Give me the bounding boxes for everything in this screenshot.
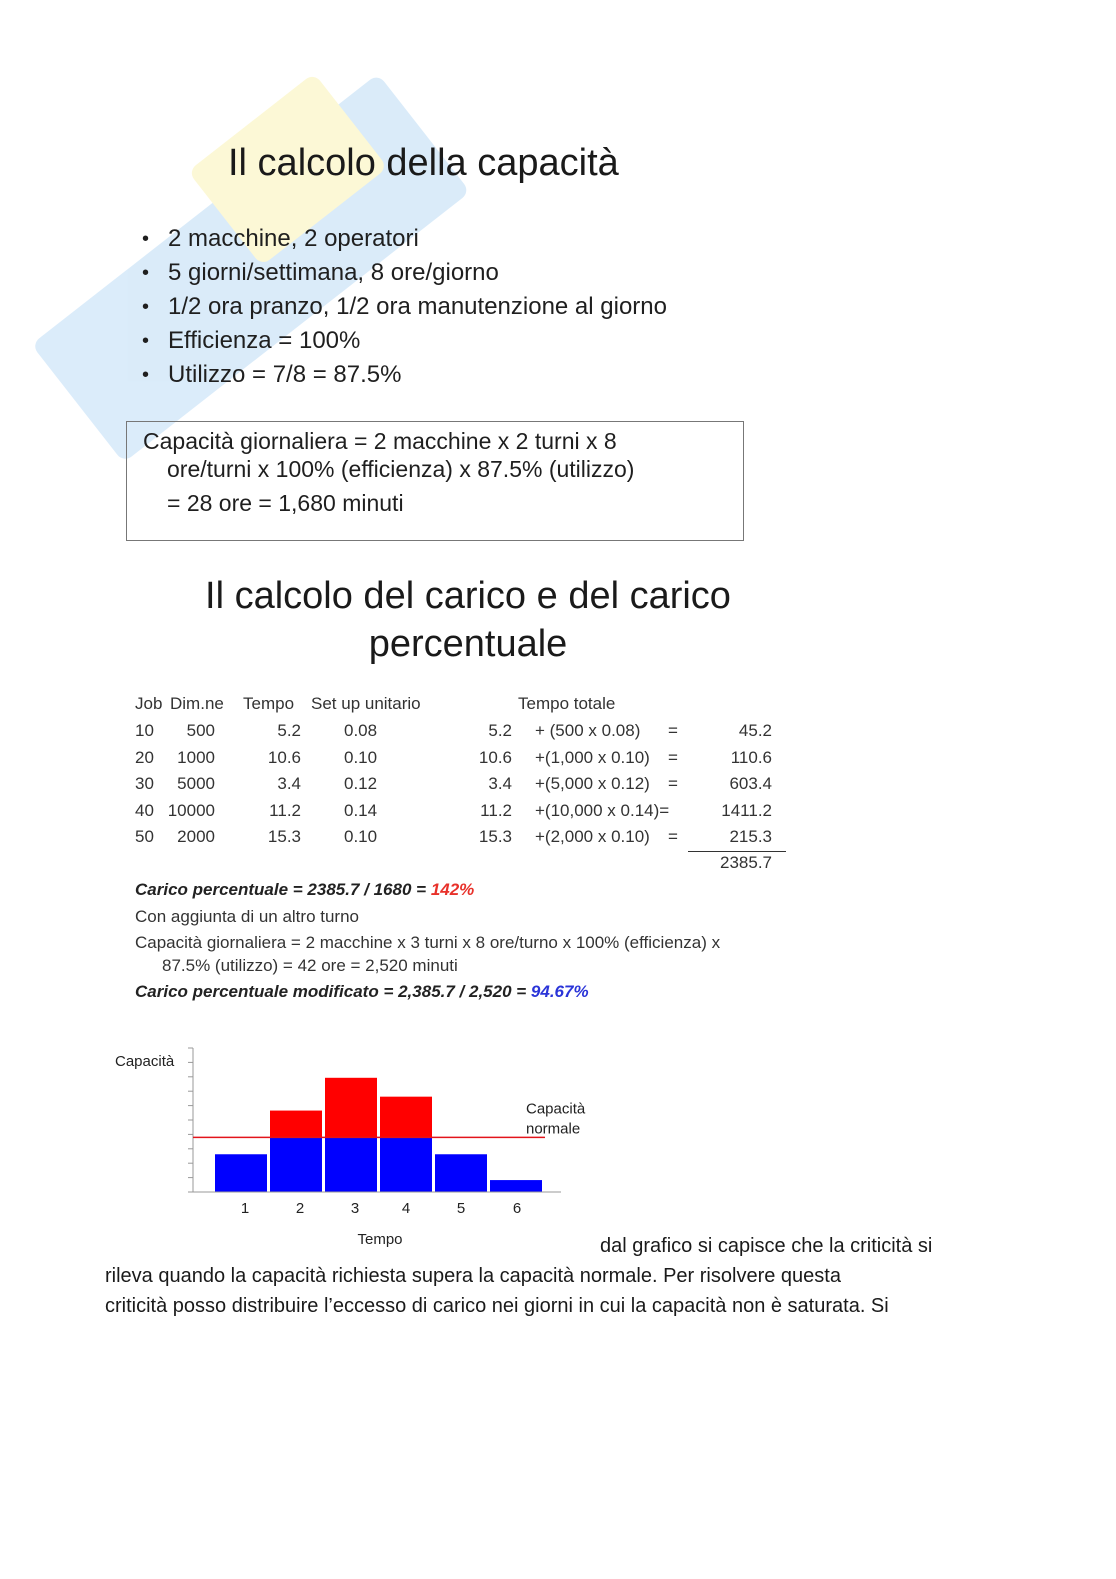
table-cell-setup: 0.14: [344, 800, 378, 820]
table-cell-total: 110.6: [730, 747, 772, 767]
table-cell-expr: +(1,000 x 0.10): [535, 747, 650, 767]
assumptions-list: [140, 222, 667, 392]
table-cell-total: 603.4: [729, 774, 772, 793]
table-cell-eq: =: [668, 827, 678, 846]
list-item: • 1/2 ora pranzo, 1/2 ora manutenzione al giorno: [140, 290, 667, 324]
table-cell-setup: 0.08: [344, 721, 378, 740]
y-axis-label: Capacità: [115, 1053, 175, 1070]
x-tick-label: 3: [350, 1200, 360, 1217]
table-cell-job: 30: [135, 774, 154, 793]
table-cell-eq: =: [668, 774, 678, 793]
bar-3-within-capacity: [325, 1137, 377, 1192]
table-cell-dim: 500: [186, 721, 215, 740]
bullet-icon: •: [142, 364, 150, 386]
capacity-title: Il calcolo della capacità: [228, 142, 619, 184]
bar-2-over-capacity: [270, 1111, 322, 1138]
table-cell-tempo: 10.6: [267, 747, 301, 767]
capacity-chart: [105, 1040, 605, 1250]
list-item: • 2 macchine, 2 operatori: [140, 222, 667, 256]
x-tick-label: 1: [240, 1200, 250, 1217]
bar-4-within-capacity: [380, 1137, 432, 1192]
x-tick-label: 5: [456, 1200, 466, 1217]
table-cell-setup: 0.10: [344, 827, 378, 846]
table-cell-job: 20: [135, 747, 154, 767]
x-tick-labels: [241, 1200, 521, 1217]
table-cell-total: 45.2: [738, 721, 772, 740]
table-cell-dim: 1000: [177, 747, 215, 767]
normal-capacity-label-1: Capacità: [526, 1100, 586, 1118]
capacity2-line-1: Capacità giornaliera = 2 macchine x 3 turni x 8 ore/turno x 100% (efficienza) x: [135, 933, 721, 952]
paragraph-line-1: dal grafico si capisce che la criticità si: [600, 1235, 933, 1257]
table-cell-tempo: 5.2: [277, 721, 301, 740]
table-cell-t: 5.2: [488, 721, 512, 740]
column-header-setup: Set up unitario: [311, 694, 421, 713]
capacity2-line-2: 87.5% (utilizzo) = 42 ore = 2,520 minuti: [162, 956, 458, 975]
load-percentage-value: 142%: [430, 880, 475, 899]
x-axis-label: Tempo: [357, 1231, 403, 1248]
table-cell-t: 15.3: [478, 827, 512, 846]
list-item: • Utilizzo = 7/8 = 87.5%: [140, 358, 667, 392]
paragraph-line-3: criticità posso distribuire l’eccesso di carico nei giorni in cui la capacità non è saturata. Si: [105, 1295, 889, 1317]
table-cell-tempo: 3.4: [277, 774, 301, 793]
bar-6-within-capacity: [490, 1180, 542, 1192]
bars-group: [215, 1078, 542, 1192]
sum-divider: [688, 851, 786, 852]
capacity-formula-box: [126, 421, 744, 541]
table-cell-total: 215.3: [729, 827, 772, 846]
formula-line-2: ore/turni x 100% (efficienza) x 87.5% (utilizzo): [167, 456, 635, 482]
bar-3-over-capacity: [325, 1078, 377, 1138]
table-cell-setup: 0.12: [344, 774, 378, 793]
table-cell-eq: =: [668, 747, 678, 767]
load-title-line-2: percentuale: [368, 623, 568, 665]
x-tick-label: 4: [401, 1200, 411, 1217]
x-tick-label: 6: [512, 1200, 522, 1217]
bullet-icon: •: [142, 228, 150, 250]
table-cell-tempo: 15.3: [267, 827, 301, 846]
paragraph-line-2: rileva quando la capacità richiesta supera la capacità normale. Per risolvere questa: [105, 1265, 841, 1287]
table-cell-dim: 2000: [177, 827, 215, 846]
column-header-dim: Dim.ne: [170, 694, 224, 713]
table-cell-setup: 0.10: [344, 747, 378, 767]
column-header-total: Tempo totale: [518, 694, 616, 713]
table-cell-t: 11.2: [480, 800, 512, 820]
table-cell-dim: 10000: [167, 800, 215, 820]
table-cell-eq: =: [668, 721, 678, 740]
load-title-line-1: Il calcolo del carico e del carico: [205, 575, 731, 617]
grand-total: 2385.7: [720, 853, 772, 872]
bullet-icon: •: [142, 296, 150, 318]
normal-capacity-label-2: normale: [526, 1120, 581, 1138]
load-percentage: Carico percentuale = 2385.7 / 1680 = 142%: [135, 880, 475, 899]
bullet-icon: •: [142, 262, 150, 284]
column-header-job: Job: [135, 694, 163, 713]
table-cell-dim: 5000: [177, 774, 215, 793]
table-cell-job: 10: [135, 721, 154, 740]
table-cell-tempo: 11.2: [269, 800, 301, 820]
list-item: • 5 giorni/settimana, 8 ore/giorno: [140, 256, 667, 290]
modified-load-percentage: Carico percentuale modificato = 2,385.7 / 2,520 = 94.67%: [135, 982, 589, 1001]
column-header-tempo: Tempo: [243, 694, 295, 713]
table-cell-expr: +(2,000 x 0.10): [535, 827, 650, 846]
bullet-icon: •: [142, 330, 150, 352]
table-cell-expr: +(10,000 x 0.14)=: [535, 800, 670, 820]
table-cell-expr: +(5,000 x 0.12): [535, 774, 650, 793]
bar-4-over-capacity: [380, 1097, 432, 1138]
formula-line-3: = 28 ore = 1,680 minuti: [167, 490, 404, 516]
list-item: • Efficienza = 100%: [140, 324, 667, 358]
table-cell-t: 10.6: [478, 747, 512, 767]
bar-2-within-capacity: [270, 1137, 322, 1192]
x-tick-label: 2: [295, 1200, 305, 1217]
table-cell-expr: + (500 x 0.08): [535, 721, 641, 740]
bar-5-within-capacity: [435, 1154, 487, 1192]
table-cell-t: 3.4: [488, 774, 512, 793]
modified-load-value: 94.67%: [530, 982, 589, 1001]
table-cell-job: 50: [135, 827, 154, 846]
table-cell-total: 1411.2: [721, 800, 772, 820]
extra-shift-note: Con aggiunta di un altro turno: [135, 907, 359, 926]
table-cell-job: 40: [135, 800, 154, 820]
bar-1-within-capacity: [215, 1154, 267, 1192]
y-ticks: [188, 1048, 193, 1192]
formula-line-1: Capacità giornaliera = 2 macchine x 2 turni x 8: [143, 428, 617, 454]
